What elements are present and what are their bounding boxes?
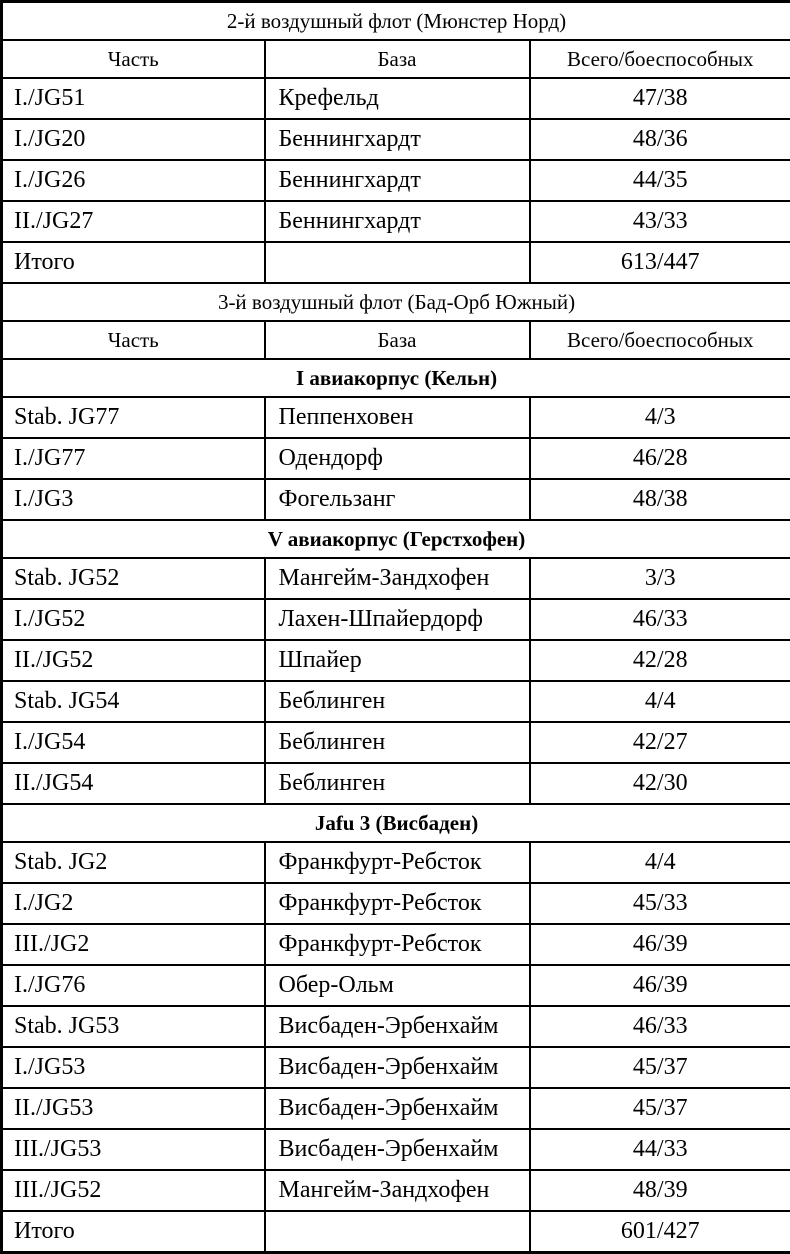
cell-strength: 45/37 (530, 1088, 790, 1129)
cell-unit: I./JG54 (2, 722, 265, 763)
cell-unit: II./JG54 (2, 763, 265, 804)
table-row (2, 722, 790, 763)
fleet-title: 3-й воздушный флот (Бад-Орб Южный) (2, 283, 790, 321)
cell-strength: 46/33 (530, 599, 790, 640)
total-row (2, 242, 790, 283)
cell-strength: 42/30 (530, 763, 790, 804)
cell-strength: 4/3 (530, 397, 790, 438)
column-header: База (265, 321, 530, 359)
table-row (2, 681, 790, 722)
cell-base: Обер-Ольм (265, 965, 530, 1006)
cell-strength: 44/35 (530, 160, 790, 201)
table-row (2, 1170, 790, 1211)
table-row (2, 763, 790, 804)
cell-strength: 46/39 (530, 924, 790, 965)
column-header-row (2, 40, 790, 78)
table-row (2, 640, 790, 681)
cell-unit: I./JG26 (2, 160, 265, 201)
fleet-title: 2-й воздушный флот (Мюнстер Норд) (2, 2, 790, 41)
cell-base: Беннингхардт (265, 160, 530, 201)
table-row (2, 479, 790, 520)
cell-unit: I./JG20 (2, 119, 265, 160)
column-header: Часть (2, 40, 265, 78)
cell-unit: Итого (2, 242, 265, 283)
cell-unit: II./JG52 (2, 640, 265, 681)
cell-base: Лахен-Шпайердорф (265, 599, 530, 640)
cell-strength: 3/3 (530, 558, 790, 599)
corps-title-row (2, 359, 790, 397)
cell-base (265, 1211, 530, 1253)
cell-unit: Stab. JG52 (2, 558, 265, 599)
cell-strength: 42/28 (530, 640, 790, 681)
fleet-title-row (2, 283, 790, 321)
table-row (2, 201, 790, 242)
cell-base: Одендорф (265, 438, 530, 479)
cell-strength: 43/33 (530, 201, 790, 242)
column-header-row (2, 321, 790, 359)
cell-unit: II./JG53 (2, 1088, 265, 1129)
cell-unit: III./JG52 (2, 1170, 265, 1211)
cell-base: Висбаден-Эрбенхайм (265, 1006, 530, 1047)
table-row (2, 119, 790, 160)
total-row (2, 1211, 790, 1253)
table-row (2, 1006, 790, 1047)
corps-title: Jafu 3 (Висбаден) (2, 804, 790, 842)
cell-strength: 4/4 (530, 681, 790, 722)
column-header: База (265, 40, 530, 78)
cell-strength: 4/4 (530, 842, 790, 883)
cell-base: Фогельзанг (265, 479, 530, 520)
cell-strength: 613/447 (530, 242, 790, 283)
column-header: Всего/боеспособных (530, 40, 790, 78)
table-row (2, 924, 790, 965)
table-row (2, 842, 790, 883)
cell-base: Шпайер (265, 640, 530, 681)
cell-unit: I./JG52 (2, 599, 265, 640)
cell-strength: 48/36 (530, 119, 790, 160)
cell-unit: III./JG2 (2, 924, 265, 965)
cell-strength: 601/427 (530, 1211, 790, 1253)
cell-base: Беблинген (265, 763, 530, 804)
cell-base: Беннингхардт (265, 201, 530, 242)
cell-base: Беннингхардт (265, 119, 530, 160)
fleet-title-row (2, 2, 790, 41)
table-row (2, 883, 790, 924)
cell-unit: Stab. JG2 (2, 842, 265, 883)
cell-unit: II./JG27 (2, 201, 265, 242)
table-row (2, 160, 790, 201)
cell-unit: Stab. JG77 (2, 397, 265, 438)
table-row (2, 599, 790, 640)
corps-title: V авиакорпус (Герстхофен) (2, 520, 790, 558)
cell-strength: 46/28 (530, 438, 790, 479)
cell-unit: I./JG3 (2, 479, 265, 520)
table-row (2, 1129, 790, 1170)
table-row (2, 397, 790, 438)
cell-base: Беблинген (265, 722, 530, 763)
cell-unit: Stab. JG54 (2, 681, 265, 722)
table-row (2, 1088, 790, 1129)
cell-strength: 46/39 (530, 965, 790, 1006)
cell-strength: 48/39 (530, 1170, 790, 1211)
cell-base: Мангейм-Зандхофен (265, 1170, 530, 1211)
table-row (2, 78, 790, 119)
cell-base: Беблинген (265, 681, 530, 722)
table-body (2, 2, 790, 1253)
cell-base: Пеппенховен (265, 397, 530, 438)
cell-strength: 45/33 (530, 883, 790, 924)
cell-base: Франкфурт-Ребсток (265, 842, 530, 883)
corps-title: I авиакорпус (Кельн) (2, 359, 790, 397)
corps-title-row (2, 804, 790, 842)
cell-strength: 46/33 (530, 1006, 790, 1047)
table-row (2, 1047, 790, 1088)
cell-base: Мангейм-Зандхофен (265, 558, 530, 599)
cell-unit: I./JG2 (2, 883, 265, 924)
table-row (2, 965, 790, 1006)
cell-unit: Stab. JG53 (2, 1006, 265, 1047)
cell-base: Висбаден-Эрбенхайм (265, 1047, 530, 1088)
cell-unit: I./JG53 (2, 1047, 265, 1088)
cell-strength: 42/27 (530, 722, 790, 763)
column-header: Часть (2, 321, 265, 359)
cell-strength: 44/33 (530, 1129, 790, 1170)
cell-strength: 47/38 (530, 78, 790, 119)
cell-base: Висбаден-Эрбенхайм (265, 1129, 530, 1170)
cell-base: Франкфурт-Ребсток (265, 883, 530, 924)
cell-base: Франкфурт-Ребсток (265, 924, 530, 965)
cell-base: Висбаден-Эрбенхайм (265, 1088, 530, 1129)
column-header: Всего/боеспособных (530, 321, 790, 359)
table-row (2, 558, 790, 599)
cell-base (265, 242, 530, 283)
cell-unit: III./JG53 (2, 1129, 265, 1170)
cell-unit: I./JG77 (2, 438, 265, 479)
cell-unit: Итого (2, 1211, 265, 1253)
cell-unit: I./JG76 (2, 965, 265, 1006)
cell-strength: 45/37 (530, 1047, 790, 1088)
table-row (2, 438, 790, 479)
corps-title-row (2, 520, 790, 558)
cell-unit: I./JG51 (2, 78, 265, 119)
cell-strength: 48/38 (530, 479, 790, 520)
cell-base: Крефельд (265, 78, 530, 119)
